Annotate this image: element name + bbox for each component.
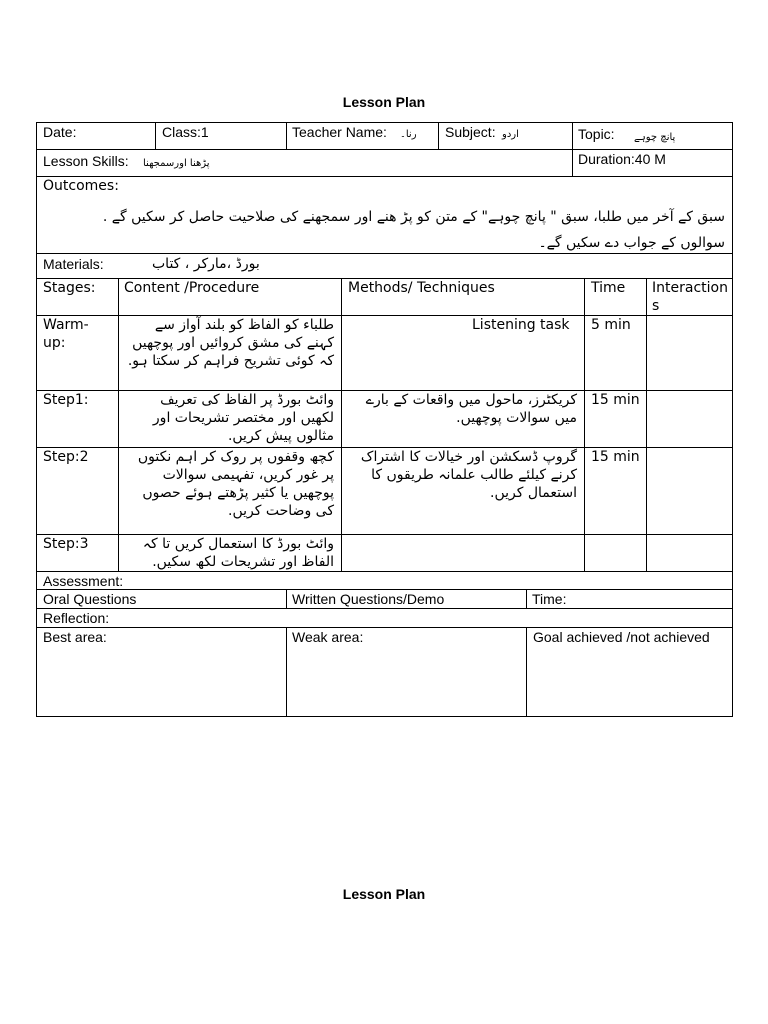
interactions-header-1: Interaction: [652, 280, 728, 296]
date-label: Date:: [43, 124, 77, 140]
time-header: Time: [591, 280, 626, 296]
content-step3: وائٹ بورڈ کا استعمال کریں تا کہ الفاظ اور تشریحات لکھ سکیں.: [142, 536, 334, 570]
page-title-2: Lesson Plan: [342, 886, 426, 902]
stage-step1: Step1:: [43, 392, 89, 408]
methods-step2: گروپ ڈسکشن اور خیالات کا اشتراک کرنے کیلئے طالب علمانہ طریقوں کا استعمال کریں.: [360, 449, 577, 501]
stage-warmup-2: up:: [43, 335, 66, 351]
content-step1: وائٹ بورڈ پر الفاظ کی تعریف لکھیں اور مختصر تشریحات اور مثالوں پیش کریں.: [152, 392, 334, 444]
assessment-label: Assessment:: [43, 573, 124, 589]
weak-area-label: Weak area:: [292, 629, 364, 645]
materials-value: بورڈ ،مارکر ، کتاب: [152, 256, 260, 272]
class-label: Class:1: [162, 124, 209, 140]
time-step2: 15 min: [591, 449, 640, 465]
time-step1: 15 min: [591, 392, 640, 408]
subject-value: اردو: [502, 129, 519, 140]
goal-achieved-label: Goal achieved /not achieved: [533, 629, 710, 645]
written-questions-label: Written Questions/Demo: [292, 591, 445, 607]
topic-value: پانچ چوہے: [634, 132, 676, 143]
content-step2: کچھ وقفوں پر روک کر اہم نکتوں پر غور کریں، تفہیمی سوالات پوچھیں یا کثیر پڑھتے ہوئے حصوں کی وضاحت کریں.: [137, 449, 334, 519]
content-header: Content /Procedure: [124, 280, 260, 296]
stages-header: Stages:: [43, 280, 96, 296]
stage-step3: Step:3: [43, 536, 89, 552]
duration-label: Duration:40 M: [578, 151, 666, 167]
lesson-skills-label: Lesson Skills:: [43, 153, 129, 169]
interactions-header-2: s: [652, 298, 660, 314]
oral-questions-label: Oral Questions: [43, 591, 137, 607]
methods-warmup: Listening task: [472, 317, 570, 333]
methods-header: Methods/ Techniques: [348, 280, 495, 296]
topic-label: Topic:: [578, 126, 615, 142]
teacher-label: Teacher Name:: [292, 124, 387, 140]
content-warmup: طلباء کو الفاظ کو بلند آواز سے کہنے کی مشق کروائیں اور پوچھیں کہ کوئی تشریح فراہم کر سکتا ہو.: [127, 317, 334, 369]
reflection-label: Reflection:: [43, 610, 110, 626]
subject-label: Subject:: [445, 124, 496, 140]
outcomes-line-2: سوالوں کے جواب دے سکیں گے۔: [538, 235, 725, 251]
best-area-label: Best area:: [43, 629, 107, 645]
time-warmup: 5 min: [591, 317, 631, 333]
materials-label: Materials:: [43, 256, 104, 272]
stage-warmup-1: Warm-: [43, 317, 89, 333]
lesson-skills-value: پڑھنا اورسمجھنا: [143, 158, 210, 169]
methods-step1: کریکٹرز، ماحول میں واقعات کے بارے میں سوالات پوچھیں.: [365, 392, 577, 426]
outcomes-label: Outcomes:: [43, 178, 119, 194]
assessment-time-label: Time:: [532, 591, 567, 607]
outcomes-line-1: سبق کے آخر میں طلبا، سبق " پانچ چوہے" کے متن کو پڑ ھنے اور سمجھنے کی صلاحیت حاصل کر سکیں گے .: [102, 209, 725, 225]
stage-step2: Step:2: [43, 449, 89, 465]
teacher-value: رنا۔: [400, 129, 417, 140]
page-title: Lesson Plan: [342, 94, 426, 110]
